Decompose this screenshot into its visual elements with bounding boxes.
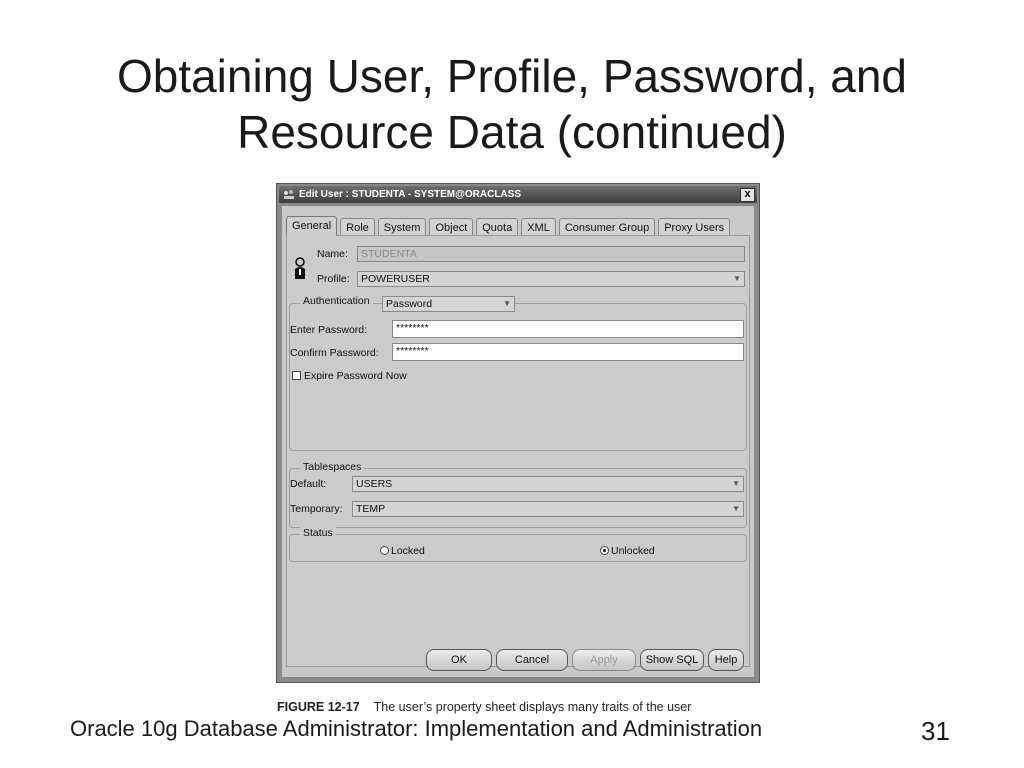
tab-proxy-users[interactable]: Proxy Users: [658, 218, 730, 236]
page-number: 31: [921, 716, 950, 746]
ok-button[interactable]: OK: [426, 649, 492, 671]
footer-text: Oracle 10g Database Administrator: Implementation and Administration: [70, 716, 763, 741]
temporary-tablespace-value: TEMP: [356, 503, 386, 515]
cancel-button[interactable]: Cancel: [496, 649, 568, 671]
authentication-group: [289, 295, 747, 451]
expire-password-checkbox[interactable]: [292, 371, 301, 380]
unlocked-radio[interactable]: [600, 546, 609, 555]
window-client: [282, 206, 754, 677]
status-label: Status: [300, 527, 336, 539]
window-titlebar[interactable]: [279, 186, 757, 203]
tab-consumer-group[interactable]: Consumer Group: [559, 218, 655, 236]
tab-system[interactable]: System: [378, 218, 427, 236]
figure-caption: [277, 700, 691, 714]
user-icon: [293, 255, 307, 281]
figure-caption-text: The user’s property sheet displays many traits of the user: [373, 700, 692, 714]
window-title: Edit User : STUDENTA - SYSTEM@ORACLASS: [299, 189, 521, 200]
general-panel: [286, 235, 750, 667]
authentication-label: Authentication: [300, 295, 373, 307]
chevron-down-icon: ▼: [732, 479, 740, 488]
slide-title-line1: Obtaining User, Profile, Password, and: [116, 50, 908, 102]
edit-user-window: [276, 183, 760, 683]
help-button[interactable]: Help: [708, 649, 744, 671]
figure-label: FIGURE 12-17: [277, 700, 360, 714]
slide-title: [0, 48, 1024, 160]
status-group: [289, 527, 747, 562]
tab-bar: [286, 216, 733, 236]
tab-object[interactable]: Object: [429, 218, 473, 236]
tablespaces-label: Tablespaces: [300, 461, 364, 473]
expire-password-label: Expire Password Now: [304, 370, 407, 382]
enter-password-field[interactable]: ********: [392, 320, 744, 338]
confirm-password-field[interactable]: ********: [392, 343, 744, 361]
apply-button[interactable]: Apply: [572, 649, 636, 671]
tab-xml[interactable]: XML: [521, 218, 556, 236]
temporary-tablespace-select[interactable]: [352, 501, 744, 517]
chevron-down-icon: ▼: [503, 299, 511, 308]
tab-general[interactable]: General: [286, 216, 337, 236]
locked-label: Locked: [391, 545, 425, 557]
confirm-password-label: Confirm Password:: [290, 347, 379, 359]
app-icon: [283, 189, 295, 200]
temporary-tablespace-label: Temporary:: [290, 503, 343, 515]
default-tablespace-select[interactable]: [352, 476, 744, 492]
profile-select[interactable]: [357, 271, 745, 287]
tablespaces-group: [289, 461, 747, 528]
close-button[interactable]: [740, 188, 755, 202]
close-icon: x: [744, 188, 751, 200]
authentication-value: Password: [386, 298, 433, 310]
profile-label: Profile:: [317, 273, 350, 285]
default-tablespace-label: Default:: [290, 478, 327, 490]
show-sql-button[interactable]: Show SQL: [640, 649, 704, 671]
name-label: Name:: [317, 248, 348, 260]
default-tablespace-value: USERS: [356, 478, 393, 490]
tab-quota[interactable]: Quota: [476, 218, 518, 236]
authentication-select[interactable]: [382, 296, 515, 312]
tab-role[interactable]: Role: [340, 218, 375, 236]
chevron-down-icon: ▼: [733, 274, 741, 283]
button-bar: [422, 649, 744, 671]
slide-title-line2: Resource Data (continued): [237, 106, 787, 158]
name-field: STUDENTA: [357, 246, 745, 262]
unlocked-label: Unlocked: [611, 545, 655, 557]
chevron-down-icon: ▼: [732, 504, 740, 513]
enter-password-label: Enter Password:: [290, 324, 368, 336]
locked-radio[interactable]: [380, 546, 389, 555]
profile-value: POWERUSER: [361, 273, 430, 285]
